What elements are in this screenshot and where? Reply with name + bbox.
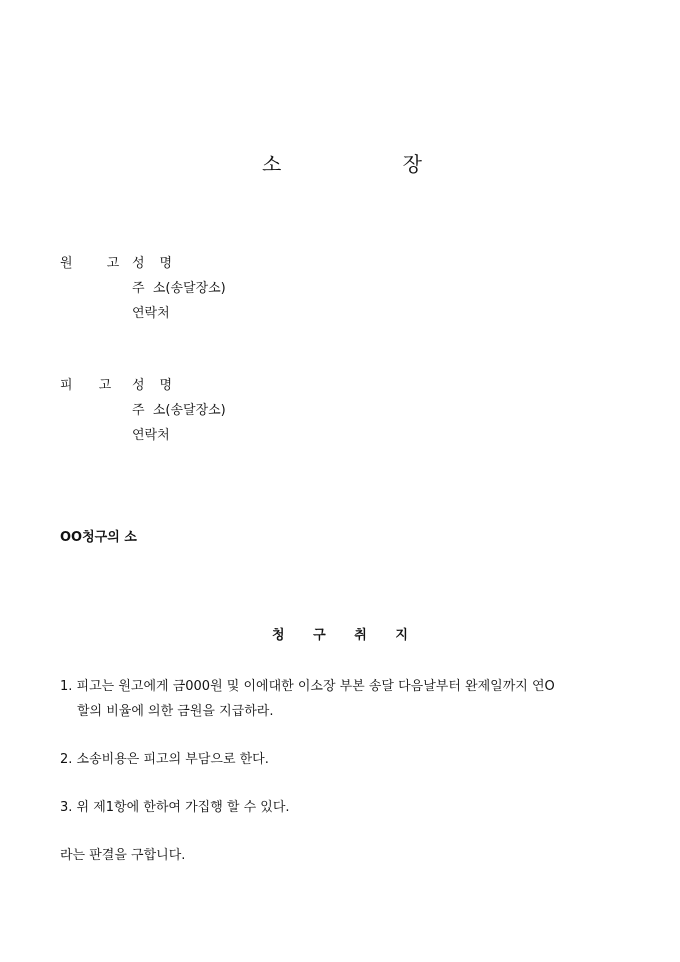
plaintiff-address-label: 주 소(송달장소) [132,281,226,296]
claim-purpose-heading [272,624,408,643]
section-title-char-2: 구 [313,628,326,643]
title-char-2: 장 [402,152,422,176]
defendant-name-label-char-1: 성 [132,378,145,393]
claim-item [60,795,630,820]
plaintiff-address-row [60,276,226,301]
section-title-char-3: 취 [354,628,367,643]
section-title-char-4: 지 [395,628,408,643]
claim-item [60,674,630,724]
defendant-name-label-char-2: 명 [159,378,172,393]
defendant-block [60,373,226,448]
claim-item [60,747,630,772]
closing-statement: 라는 판결을 구합니다. [60,848,186,863]
defendant-name-label [132,373,172,398]
title-char-1: 소 [262,152,282,176]
plaintiff-name-label-char-1: 성 [132,256,145,271]
plaintiff-contact-row [60,301,226,326]
claim-line: 1. 피고는 원고에게 금000원 및 이에대한 이소장 부본 송달 다음날부터 완제일까지 연O [60,679,555,694]
defendant-role-label [60,373,132,398]
claim-line: 3. 위 제1항에 한하여 가집행 할 수 있다. [60,800,290,815]
defendant-role-char-1: 피 [60,378,73,393]
claim-line-continued: 할의 비율에 의한 금원을 지급하라. [77,704,274,719]
plaintiff-contact-label: 연락처 [132,306,170,321]
defendant-role-char-2: 고 [98,378,112,393]
document-title [262,148,422,177]
case-name: OO청구의 소 [60,530,137,545]
plaintiff-name-label [132,251,172,276]
defendant-contact-label: 연락처 [132,428,170,443]
defendant-address-row [60,398,226,423]
plaintiff-role-char-1: 원 [60,256,73,271]
claims-list [60,674,630,843]
defendant-name-row [60,373,226,398]
claim-line: 2. 소송비용은 피고의 부담으로 한다. [60,752,269,767]
plaintiff-name-row [60,251,226,276]
plaintiff-block [60,251,226,326]
plaintiff-role-char-2: 고 [106,256,120,271]
defendant-contact-row [60,423,226,448]
plaintiff-name-label-char-2: 명 [159,256,172,271]
section-title-char-1: 청 [272,628,285,643]
defendant-address-label: 주 소(송달장소) [132,403,226,418]
plaintiff-role-label [60,251,132,276]
